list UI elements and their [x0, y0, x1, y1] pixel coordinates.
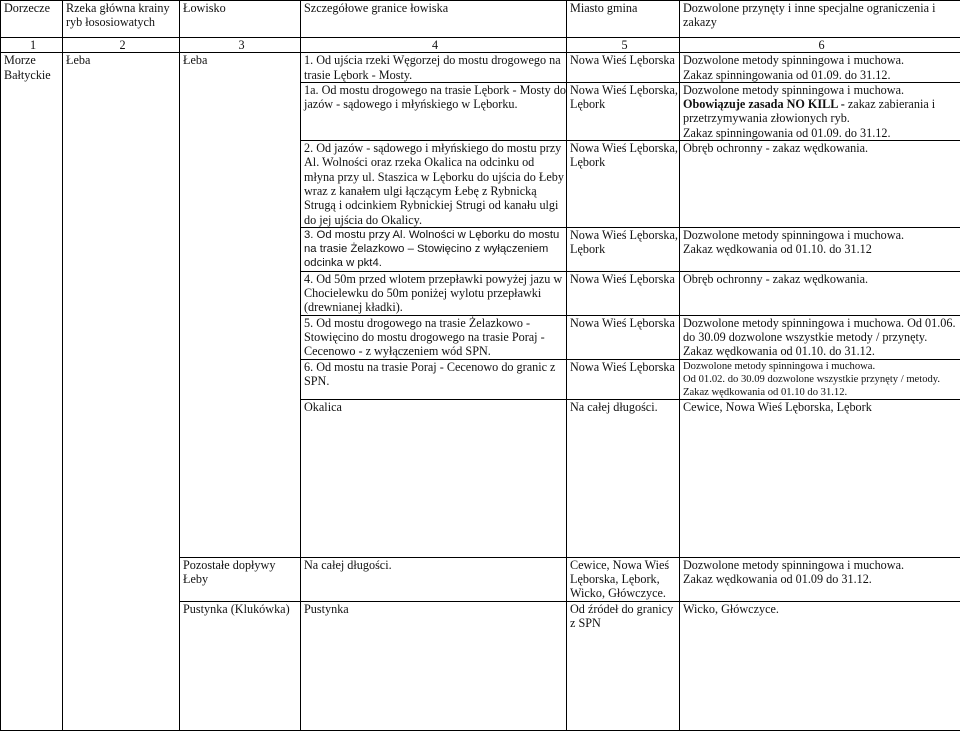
rules-cell	[680, 271, 960, 315]
city-cell: Nowa Wieś Lęborska, Lębork	[567, 227, 680, 271]
header-fishery: Łowisko	[180, 1, 301, 38]
bounds-cell: 5. Od mostu drogowego na trasie Żelazkowo - Stowięcino do mostu drogowego na trasie Poraj - Cecenowo - z wyłączeniem wód SPN.	[301, 315, 567, 359]
rule-text: Zakaz wędkowania od 01.10. do 31.12.	[683, 344, 960, 358]
rule-text: Dozwolone metody spinningowa i muchowa. Od 01.06. do 30.09 dozwolone wszystkie metody / przynęty.	[683, 316, 960, 345]
rule-text: Obręb ochronny - zakaz wędkowania.	[683, 141, 960, 155]
rule-text: Zakaz spinningowania od 01.09. do 31.12.	[683, 68, 960, 82]
nokill-bold-text: Obowiązuje zasada NO KILL -	[683, 97, 848, 111]
header-basin: Dorzecze	[1, 1, 63, 38]
header-city: Miasto gmina	[567, 1, 680, 38]
rule-text: Dozwolone metody spinningowa i muchowa.	[683, 228, 960, 242]
column-number: 2	[63, 38, 180, 53]
nokill-rule	[683, 97, 960, 126]
bounds-cell: Na całej długości.	[567, 399, 680, 557]
rules-cell	[680, 82, 960, 140]
rules-cell	[680, 557, 960, 601]
column-number: 4	[301, 38, 567, 53]
rule-text: Zakaz wędkowania od 01.09 do 31.12.	[683, 572, 960, 586]
basin-cell: Morze Bałtyckie	[1, 53, 63, 731]
city-cell: Nowa Wieś Lęborska, Lębork	[567, 82, 680, 140]
rule-text: Dozwolone metody spinningowa i muchowa.	[683, 53, 960, 67]
header-river: Rzeka główna krainy ryb łososiowatych	[63, 1, 180, 38]
column-number: 1	[1, 38, 63, 53]
bounds-cell: 3. Od mostu przy Al. Wolności w Lęborku do mostu na trasie Żelazkowo – Stowięcino z wyłączeniem odcinka w pkt4.	[301, 227, 567, 271]
column-number: 5	[567, 38, 680, 53]
rule-text: Dozwolone metody spinningowa i muchowa.	[683, 360, 960, 373]
header-rules: Dozwolone przynęty i inne specjalne ograniczenia i zakazy	[680, 1, 960, 38]
bounds-cell: Od źródeł do granicy z SPN	[567, 601, 680, 731]
rule-text: Zakaz wędkowania od 01.10. do 31.12	[683, 242, 960, 256]
fishery-cell: Łeba	[180, 53, 301, 558]
city-cell: Nowa Wieś Lęborska, Lębork	[567, 141, 680, 228]
bounds-cell: 1a. Od mostu drogowego na trasie Lębork - Mosty do jazów - sądowego i młyńskiego w Lęborku.	[301, 82, 567, 140]
city-cell: Nowa Wieś Lęborska	[567, 53, 680, 83]
river-cell: Pustynka (Klukówka)	[180, 601, 301, 731]
rules-cell	[680, 359, 960, 399]
column-number: 3	[180, 38, 301, 53]
city-cell: Nowa Wieś Lęborska	[567, 315, 680, 359]
rule-text: Od 01.02. do 30.09 dozwolone wszystkie przynęty / metody.	[683, 373, 960, 386]
rules-cell	[680, 141, 960, 228]
header-bounds: Szczegółowe granice łowiska	[301, 1, 567, 38]
rule-text: Dozwolone metody spinningowa i muchowa.	[683, 83, 960, 97]
fishery-cell: Okalica	[301, 399, 567, 557]
rules-cell	[680, 227, 960, 271]
river-cell: Łeba	[63, 53, 180, 731]
rule-text: Zakaz spinningowania od 01.09. do 31.12.	[683, 126, 960, 140]
table-row	[1, 53, 960, 83]
bounds-cell: 4. Od 50m przed wlotem przepławki powyżej jazu w Chocielewku do 50m poniżej wylotu przepławki (drewnianej kładki).	[301, 271, 567, 315]
rules-cell	[680, 315, 960, 359]
column-number: 6	[680, 38, 960, 53]
bounds-cell: 6. Od mostu na trasie Poraj - Cecenowo do granic z SPN.	[301, 359, 567, 399]
header-row	[1, 1, 960, 38]
rule-text: Zakaz wędkowania od 01.10 do 31.12.	[683, 386, 960, 399]
city-cell: Nowa Wieś Lęborska	[567, 271, 680, 315]
city-cell: Cewice, Nowa Wieś Lęborska, Lębork, Wicko, Główczyce.	[567, 557, 680, 601]
rules-cell	[680, 53, 960, 83]
bounds-cell: 1. Od ujścia rzeki Węgorzej do mostu drogowego na trasie Lębork - Mosty.	[301, 53, 567, 83]
fishery-cell: Pozostałe dopływy Łeby	[180, 557, 301, 601]
fishery-cell: Pustynka	[301, 601, 567, 731]
bounds-cell: Na całej długości.	[301, 557, 567, 601]
rule-text: Obręb ochronny - zakaz wędkowania.	[683, 272, 960, 286]
city-cell: Wicko, Główczyce.	[680, 601, 960, 731]
nokill-rest-text: zakaz zabierania i przetrzymywania złowionych ryb.	[683, 97, 935, 125]
city-cell: Cewice, Nowa Wieś Lęborska, Lębork	[680, 399, 960, 557]
column-numbers-row	[1, 38, 960, 53]
city-cell: Nowa Wieś Lęborska	[567, 359, 680, 399]
bounds-cell: 2. Od jazów - sądowego i młyńskiego do mostu przy Al. Wolności oraz rzeka Okalica na odcinku od młyna przy ul. Staszica w Lęborku do ujścia do Łeby wraz z kanałem ulgi łączącym Łebę z Rybnicką Strugą i odcinkiem Rybnickiej Strugi od kanału ulgi do jej ujścia do Okalicy.	[301, 141, 567, 228]
rule-text: Dozwolone metody spinningowa i muchowa.	[683, 558, 960, 572]
